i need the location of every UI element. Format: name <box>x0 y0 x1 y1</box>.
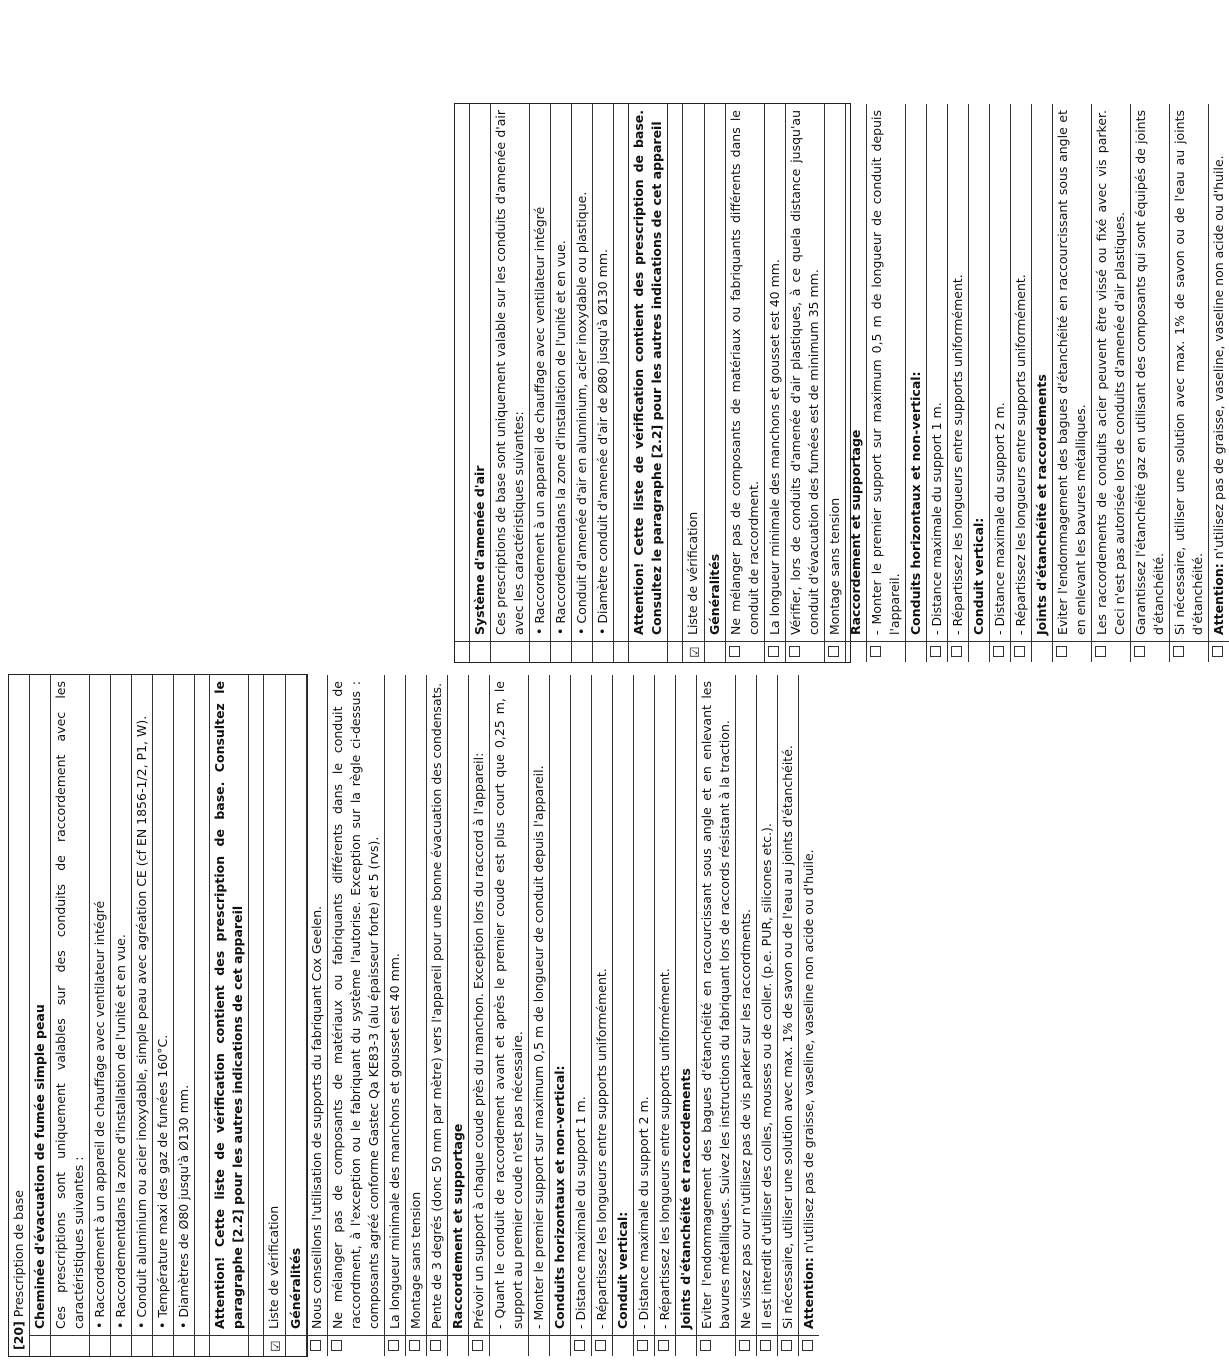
attention-note <box>1209 104 1229 641</box>
checkbox[interactable] <box>1173 647 1184 658</box>
checkbox[interactable] <box>781 1341 792 1352</box>
table-row <box>629 104 668 662</box>
checkbox-cell <box>765 641 785 662</box>
checkbox-cell <box>286 1335 306 1356</box>
section-heading: Joints d'étanchéité et raccordements <box>678 1068 693 1329</box>
checked-checkbox-icon: ☑ <box>687 646 702 658</box>
row-text: Nous conseillons l'utilisation de supports du fabriquant Cox Geelen. <box>309 905 324 1329</box>
checkbox-cell <box>210 1335 248 1356</box>
table-row <box>174 675 195 1356</box>
row-text: Ne mélanger pas de composants de matériaux ou fabriquants différents dans le conduit de raccordment. <box>728 110 761 635</box>
checkbox-cell <box>328 1335 384 1356</box>
table-row <box>676 675 697 1356</box>
table-row <box>249 675 264 1356</box>
table-row <box>30 675 51 1356</box>
row-text: Eviter l'endommagement des bagues d'étanchéité en raccourcissant sous angle et en enlevant les bavures métalliques. Suivez les instructions du fabriquant lors de raccords résistant à la traction. <box>699 681 732 1329</box>
checkbox-cell <box>778 1335 798 1356</box>
checkbox-cell <box>757 1335 777 1356</box>
checkbox[interactable] <box>658 1341 669 1352</box>
table-row <box>1011 104 1032 662</box>
checkbox-cell <box>385 1335 405 1356</box>
table-row <box>1053 104 1092 662</box>
table-row <box>195 675 210 1356</box>
table-row <box>328 675 385 1356</box>
table-row <box>427 675 448 1356</box>
checkbox-cell <box>470 641 490 662</box>
table-row <box>550 675 571 1356</box>
table-row <box>613 675 634 1356</box>
table-row <box>264 675 286 1356</box>
checkbox-cell <box>1011 641 1031 662</box>
checkbox-cell <box>1170 641 1208 662</box>
checkbox-cell <box>30 1335 50 1356</box>
row-text: Ces prescriptions de base sont uniquement valable sur les conduits d'amenée d'air avec les caractéristiques suivantes: <box>493 110 526 635</box>
section-heading: Conduit vertical: <box>615 1211 630 1329</box>
row-text: - Répartissez les longueurs entre supports uniformément. <box>594 968 609 1329</box>
row-text: Si nécessaire, utiliser une solution avec max. 1% de savon ou de l'eau au joints d'étanchéité. <box>780 745 795 1329</box>
table-row <box>286 675 307 1356</box>
spacer-cell <box>668 104 682 641</box>
checkbox[interactable] <box>409 1341 420 1352</box>
checkbox[interactable] <box>1212 647 1223 658</box>
checkbox-cell <box>1092 641 1130 662</box>
checkbox-cell <box>629 641 667 662</box>
checkbox-cell <box>1053 641 1091 662</box>
table-row <box>927 104 948 662</box>
checkbox-cell <box>825 641 845 662</box>
table-row <box>634 675 655 1356</box>
checkbox-cell <box>491 641 529 662</box>
table-row <box>571 675 592 1356</box>
row-text: - Distance maximale du support 2 m. <box>636 1096 651 1329</box>
checkbox[interactable] <box>802 1341 813 1352</box>
table-row <box>470 104 491 662</box>
section-heading: Conduit vertical: <box>971 517 986 635</box>
attention-label: Attention: <box>801 1257 816 1329</box>
table-row <box>455 104 470 662</box>
base-prescription-table-air-supply <box>454 103 1226 663</box>
checkbox[interactable] <box>331 1341 342 1352</box>
checkbox[interactable] <box>574 1341 585 1352</box>
section-heading: Raccordement et supportage <box>848 429 863 635</box>
checkbox-cell <box>948 641 968 662</box>
table-row <box>1131 104 1170 662</box>
row-text: Prévoir un support à chaque coude près du manchon. Exception lors du raccord à l'appareil: <box>471 752 486 1329</box>
checkbox[interactable] <box>637 1341 648 1352</box>
row-text: Si nécessaire, utiliser une solution avec max. 1% de savon ou de l'eau au joints d'étanchéité. <box>1172 110 1205 635</box>
table-row <box>697 675 736 1356</box>
section-heading: Cheminée d'évacuation de fumée simple peau <box>32 1004 47 1329</box>
section-heading: Raccordement et supportage <box>450 1123 465 1329</box>
table-row <box>726 104 765 662</box>
checkbox-cell <box>799 1335 819 1356</box>
checkbox-cell <box>1209 641 1229 662</box>
attention-text: n'utilisez pas de graisse, vaseline, vaseline non acide ou d'huile. <box>1211 155 1226 564</box>
row-text: - Quant le conduit de raccordement avant et après le premier coude est plus court que 0,25 m, le support au premier coude n'est pas nécessaire. <box>492 681 525 1329</box>
row-text: - Répartissez les longueurs entre supports uniformément. <box>1013 274 1028 635</box>
attention-text: n'utilisez pas de graisse, vaseline, vaseline non acide ou d'huile. <box>801 849 816 1258</box>
checkbox-cell <box>469 1335 489 1356</box>
table-row <box>825 104 846 662</box>
checkbox-cell <box>593 641 613 662</box>
flue-rows <box>30 675 819 1356</box>
section-heading: Généralités <box>288 1247 303 1329</box>
table-row <box>111 675 132 1356</box>
table-row <box>210 675 249 1356</box>
table-row <box>90 675 111 1356</box>
checkbox-cell <box>736 1335 756 1356</box>
table-row <box>469 675 490 1356</box>
row-text: - Distance maximale du support 1 m. <box>573 1096 588 1329</box>
checkbox-cell <box>655 1335 675 1356</box>
row-text: • Conduit d'amenée d'air en aluminium, acier inoxydable ou plastique. <box>574 191 589 635</box>
row-text: • Raccordement à un appareil de chauffage avec ventilateur intégré <box>532 206 547 635</box>
checkbox-cell <box>529 1335 549 1356</box>
checkbox-cell <box>551 641 571 662</box>
table-row <box>705 104 726 662</box>
checkbox[interactable] <box>870 647 881 658</box>
table-row <box>757 675 778 1356</box>
checkbox-cell <box>174 1335 194 1356</box>
table-row <box>406 675 427 1356</box>
table-row <box>491 104 530 662</box>
spacer-cell <box>195 675 209 1335</box>
section-heading: Attention! Cette liste de vérification contient des prescription de base. Consultez le paragraphe [2.2] pour les autres indications de cet appareil <box>631 110 664 635</box>
row-text: - Monter le premier support sur maximum 0,5 m de longueur de conduit depuis l'appareil. <box>869 110 902 635</box>
checkbox[interactable] <box>729 647 740 658</box>
section-heading: Attention! Cette liste de vérification contient des prescription de base. Consultez le paragraphe [2.2] pour les autres indications de cet appareil <box>212 681 245 1329</box>
table-row <box>614 104 629 662</box>
checkbox-cell <box>697 1335 735 1356</box>
checkbox[interactable] <box>1095 647 1106 658</box>
row-text: • Diamètres de Ø80 jusqu'à Ø130 mm. <box>176 1084 191 1329</box>
checkbox[interactable] <box>768 647 779 658</box>
table-row <box>1170 104 1209 662</box>
checkbox[interactable] <box>472 1341 483 1352</box>
checkbox[interactable] <box>930 647 941 658</box>
checked-checkbox-icon: ☑ <box>268 1340 283 1352</box>
checkbox[interactable] <box>739 1341 750 1352</box>
table-row <box>385 675 406 1356</box>
checkbox[interactable] <box>310 1341 321 1352</box>
checkbox-cell <box>614 641 628 662</box>
section-heading: Conduits horizontaux et non-vertical: <box>908 371 923 635</box>
table-row <box>846 104 867 662</box>
table-row <box>1032 104 1053 662</box>
checkbox-cell <box>448 1335 468 1356</box>
row-text: • Température maxi des gaz de fumées 160°C. <box>155 1034 170 1329</box>
row-text: Liste de vérification <box>685 511 700 635</box>
checkbox-cell <box>455 641 469 662</box>
checkbox-cell <box>490 1335 528 1356</box>
table-row <box>799 675 819 1356</box>
table-row <box>572 104 593 662</box>
table-row <box>132 675 153 1356</box>
checkbox-cell <box>132 1335 152 1356</box>
row-text: Ne vissez pas our n'utilisez pas de vis parker sur les raccordments. <box>738 908 753 1329</box>
checkbox-cell <box>634 1335 654 1356</box>
row-text: Montage sans tension <box>827 497 842 635</box>
checkbox-cell <box>846 641 866 662</box>
row-text: • Diamètre conduit d'amenée d'air de Ø80 jusqu'à Ø130 mm. <box>595 249 610 635</box>
row-text: • Raccordementdans la zone d'installation de l'unité et en vue. <box>553 240 568 635</box>
checkbox-cell <box>990 641 1010 662</box>
section-heading: Généralités <box>707 553 722 635</box>
table-row <box>683 104 705 662</box>
table-row <box>551 104 572 662</box>
row-text: - Distance maximale du support 1 m. <box>929 402 944 635</box>
checkbox-cell <box>969 641 989 662</box>
table-heading-row <box>9 675 30 1356</box>
checkbox-cell <box>668 641 682 662</box>
checkbox-cell <box>676 1335 696 1356</box>
table-row <box>906 104 927 662</box>
checkbox[interactable] <box>595 1341 606 1352</box>
table-row <box>1092 104 1131 662</box>
checkbox-cell <box>249 1335 263 1356</box>
checkbox[interactable] <box>951 647 962 658</box>
table-row <box>655 675 676 1356</box>
checkbox[interactable] <box>828 647 839 658</box>
checkbox[interactable] <box>388 1341 399 1352</box>
row-text: - Distance maximale du support 2 m. <box>992 402 1007 635</box>
table-row <box>948 104 969 662</box>
checkbox-cell <box>906 641 926 662</box>
spacer-cell <box>455 104 469 641</box>
table-row <box>786 104 825 662</box>
checkbox[interactable] <box>1134 647 1145 658</box>
table-row <box>969 104 990 662</box>
row-text: Ne mélanger pas de composants de matériaux ou fabriquants différents dans le conduit de raccordment, à l'exception ou le fabriquant du système l'autorise. Exception sur la règle ci-dessus : composants agréé conforme Gastec Qa KE83-3 (alu épaisseur forte) et 5 (rvs). <box>330 681 381 1329</box>
table-row <box>153 675 174 1356</box>
checkbox-cell <box>153 1335 173 1356</box>
section-title: Prescription de base <box>11 1190 26 1318</box>
checkbox-cell <box>111 1335 131 1356</box>
row-text: Les raccordements de conduits acier peuvent être vissé ou fixé avec vis parker. Ceci n'est pas autorisée lors de conduits d'amenée d'air plastiques. <box>1094 110 1127 635</box>
row-text: Garantissez l'étanchéité gaz en utilisant des composants qui sont équipés de joints d'étanchéité. <box>1133 110 1166 635</box>
row-text: Il est interdit d'utiliser des colles, mousses ou de coller. (p.e. PUR, silicones etc.). <box>759 823 774 1329</box>
row-text: • Conduit aluminium ou acier inoxydable, simple peau avec agréation CE (cf EN 1856-1/2, P1, W). <box>134 715 149 1329</box>
checkbox[interactable] <box>993 647 1004 658</box>
checkbox-cell <box>51 1335 89 1356</box>
table-row <box>867 104 906 662</box>
checkbox-cell <box>867 641 905 662</box>
row-text: • Raccordement à un appareil de chauffage avec ventilateur intégré <box>92 900 107 1329</box>
checkbox-cell <box>550 1335 570 1356</box>
row-text: Liste de vérification <box>266 1205 281 1329</box>
table-row <box>490 675 529 1356</box>
checkbox-cell <box>613 1335 633 1356</box>
section-number: [20] <box>11 1321 26 1350</box>
checkbox[interactable] <box>1056 647 1067 658</box>
checkbox-cell <box>683 641 704 662</box>
air-supply-rows <box>455 104 1229 662</box>
spacer-cell <box>614 104 628 641</box>
table-row <box>307 675 328 1356</box>
checkbox[interactable] <box>700 1341 711 1352</box>
checkbox[interactable] <box>789 647 800 658</box>
checkbox[interactable] <box>430 1341 441 1352</box>
section-heading: Conduits horizontaux et non-vertical: <box>552 1065 567 1329</box>
row-text: Vérifier, lors de conduits d'amenée d'air plastiques, à ce quela distance jusqu'au conduit d'évacuation des fumées est de minimum 35 mm. <box>788 110 821 635</box>
table-row <box>1209 104 1229 662</box>
table-row <box>593 104 614 662</box>
table-row <box>529 675 550 1356</box>
checkbox-cell <box>726 641 764 662</box>
row-text: La longueur minimale des manchons et gousset est 40 mm. <box>387 953 402 1329</box>
checkbox-cell <box>264 1335 285 1356</box>
table-row <box>668 104 683 662</box>
checkbox-cell <box>1032 641 1052 662</box>
row-text: Pente de 3 degrés (donc 50 mm par mètre) vers l'appareil pour une bonne évacuation des condensats. <box>429 683 444 1329</box>
checkbox-cell <box>592 1335 612 1356</box>
table-row <box>736 675 757 1356</box>
checkbox[interactable] <box>760 1341 771 1352</box>
row-text: - Répartissez les longueurs entre supports uniformément. <box>950 274 965 635</box>
row-text: La longueur minimale des manchons et gousset est 40 mm. <box>767 259 782 635</box>
table-row <box>51 675 90 1356</box>
checkbox[interactable] <box>1014 647 1025 658</box>
section-heading: Joints d'étanchéité et raccordements <box>1034 374 1049 635</box>
section-heading: Système d'amenée d'air <box>472 465 487 635</box>
checkbox-cell <box>427 1335 447 1356</box>
spacer-cell <box>249 675 263 1335</box>
table-row <box>778 675 799 1356</box>
checkbox-cell <box>195 1335 209 1356</box>
checkbox-cell <box>927 641 947 662</box>
row-text: Eviter l'endommagement des bagues d'étanchéité en raccourcissant sous angle et en enlevant les bavures métalliques. <box>1055 110 1088 635</box>
checkbox-cell <box>705 641 725 662</box>
row-text: Montage sans tension <box>408 1191 423 1329</box>
row-text: • Raccordementdans la zone d'installation de l'unité et en vue. <box>113 934 128 1329</box>
attention-note <box>799 675 819 1335</box>
checkbox-cell <box>571 1335 591 1356</box>
row-text: Ces prescriptions sont uniquement valables sur des conduits de raccordement avec les caractéristiques suivantes : <box>53 681 86 1329</box>
table-row <box>530 104 551 662</box>
table-row <box>990 104 1011 662</box>
table-row <box>448 675 469 1356</box>
checkbox-cell <box>1131 641 1169 662</box>
checkbox-cell <box>530 641 550 662</box>
row-text: - Monter le premier support sur maximum 0,5 m de longueur de conduit depuis l'appareil. <box>531 765 546 1329</box>
checkbox-cell <box>572 641 592 662</box>
checkbox-cell <box>786 641 824 662</box>
row-text: - Répartissez les longueurs entre supports uniformément. <box>657 968 672 1329</box>
attention-label: Attention: <box>1211 563 1226 635</box>
checkbox-cell <box>90 1335 110 1356</box>
checkbox-cell <box>406 1335 426 1356</box>
table-row <box>592 675 613 1356</box>
base-prescription-table-flue <box>8 674 816 1357</box>
table-row <box>765 104 786 662</box>
checkbox-cell <box>307 1335 327 1356</box>
